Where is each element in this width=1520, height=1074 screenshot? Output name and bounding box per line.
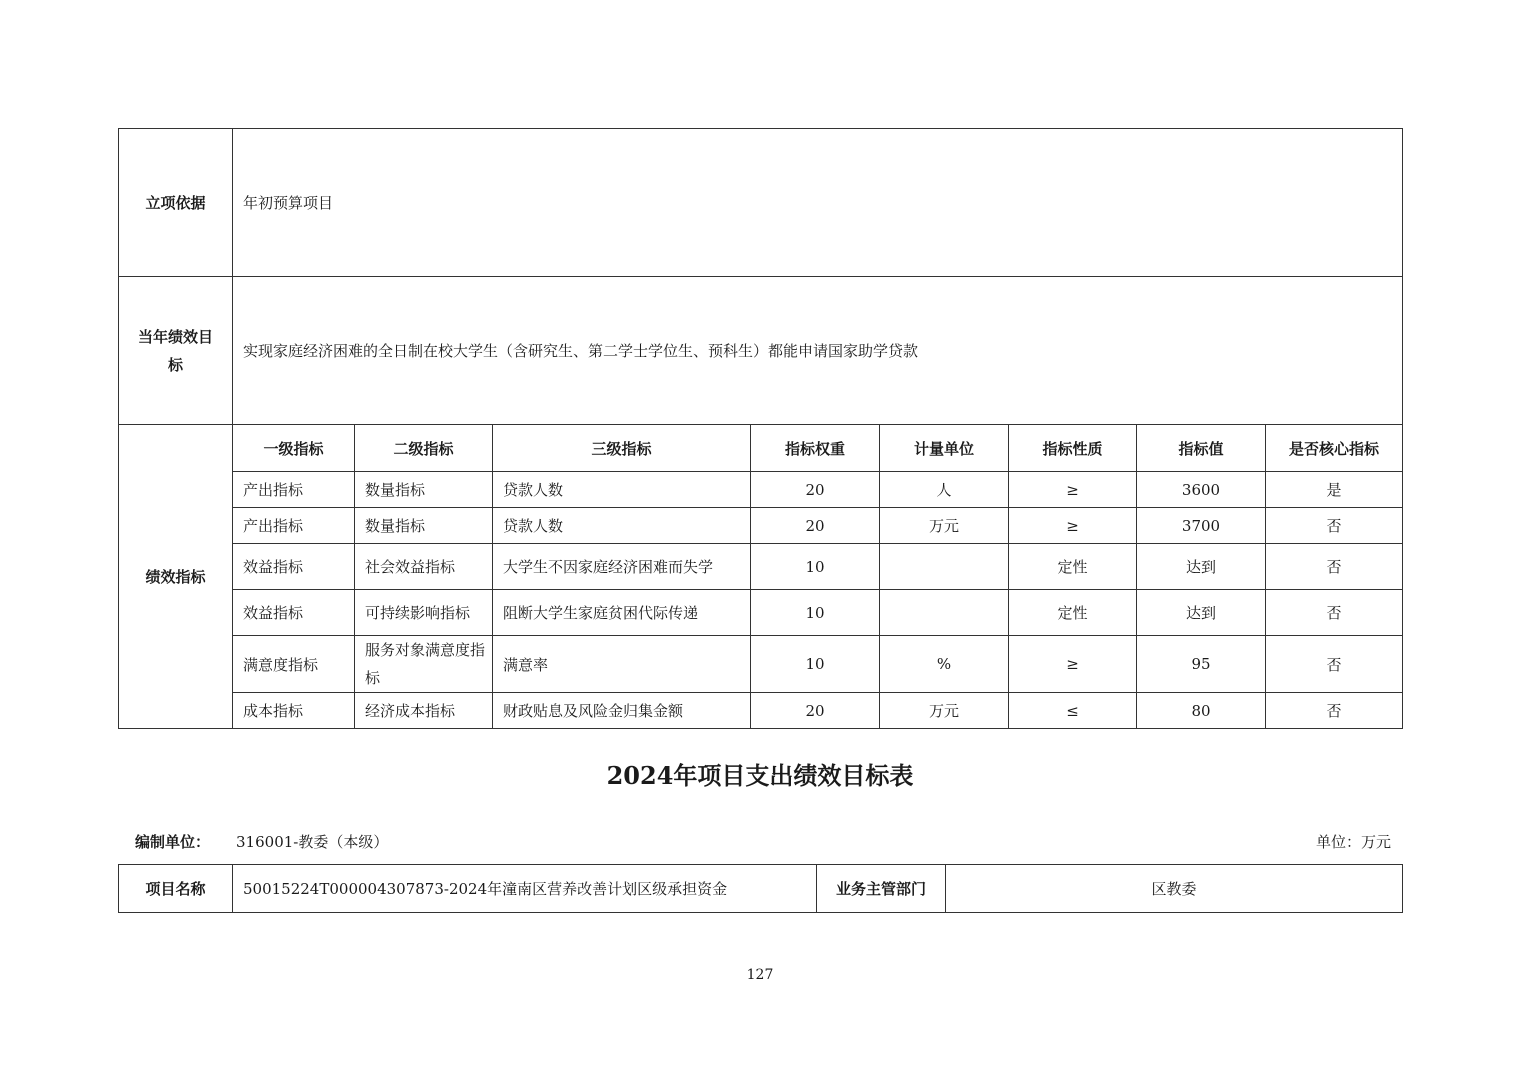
cell-unit [880, 544, 1009, 590]
cell-unit: % [880, 636, 1009, 693]
org-info [135, 831, 388, 852]
basis-label: 立项依据 [119, 129, 233, 277]
section-title: 2024年项目支出绩效目标表 [606, 761, 914, 790]
org-value: 316001-教委（本级） [236, 833, 389, 851]
cell-weight: 10 [751, 590, 880, 636]
unit-label: 单位： [1315, 833, 1361, 851]
unit-info [1316, 831, 1391, 852]
goal-value: 实现家庭经济困难的全日制在校大学生（含研究生、第二学士学位生、预科生）都能申请国家助学贷款 [233, 277, 1403, 425]
header-cell: 三级指标 [493, 425, 751, 472]
table-row [119, 636, 1403, 693]
cell-core: 否 [1266, 693, 1403, 729]
header-cell: 指标性质 [1009, 425, 1137, 472]
cell-level1: 成本指标 [233, 693, 355, 729]
cell-level3: 满意率 [493, 636, 751, 693]
header-cell: 二级指标 [355, 425, 493, 472]
cell-core: 否 [1266, 590, 1403, 636]
basis-row [119, 129, 1403, 277]
cell-nature: ≥ [1009, 472, 1137, 508]
cell-level2: 经济成本指标 [355, 693, 493, 729]
cell-unit [880, 590, 1009, 636]
table-row [119, 590, 1403, 636]
table-row [119, 472, 1403, 508]
cell-level2: 数量指标 [355, 472, 493, 508]
cell-weight: 10 [751, 636, 880, 693]
cell-level1: 产出指标 [233, 508, 355, 544]
cell-unit: 人 [880, 472, 1009, 508]
page-number: 127 [746, 967, 774, 983]
cell-level1: 效益指标 [233, 590, 355, 636]
cell-weight: 10 [751, 544, 880, 590]
cell-value: 95 [1137, 636, 1266, 693]
cell-unit: 万元 [880, 693, 1009, 729]
performance-target-table [118, 128, 1403, 729]
cell-weight: 20 [751, 472, 880, 508]
header-cell: 是否核心指标 [1266, 425, 1403, 472]
header-cell: 一级指标 [233, 425, 355, 472]
dept-label: 业务主管部门 [817, 865, 946, 913]
basis-value: 年初预算项目 [233, 129, 1403, 277]
cell-weight: 20 [751, 508, 880, 544]
cell-level2: 服务对象满意度指标 [355, 636, 493, 693]
cell-weight: 20 [751, 693, 880, 729]
cell-level3: 大学生不因家庭经济困难而失学 [493, 544, 751, 590]
project-name-value: 50015224T000004307873-2024年潼南区营养改善计划区级承担资金 [233, 865, 817, 913]
table-row [119, 544, 1403, 590]
cell-value: 3600 [1137, 472, 1266, 508]
cell-level2: 数量指标 [355, 508, 493, 544]
table-row [119, 508, 1403, 544]
cell-core: 是 [1266, 472, 1403, 508]
dept-value: 区教委 [946, 865, 1403, 913]
indicators-label: 绩效指标 [119, 425, 233, 729]
header-cell: 指标值 [1137, 425, 1266, 472]
cell-value: 3700 [1137, 508, 1266, 544]
table-row [119, 693, 1403, 729]
cell-level1: 产出指标 [233, 472, 355, 508]
cell-nature: ≥ [1009, 636, 1137, 693]
cell-level3: 贷款人数 [493, 508, 751, 544]
cell-nature: ≥ [1009, 508, 1137, 544]
header-cell: 指标权重 [751, 425, 880, 472]
cell-core: 否 [1266, 508, 1403, 544]
unit-value: 万元 [1360, 833, 1391, 851]
cell-level2: 社会效益指标 [355, 544, 493, 590]
cell-level1: 满意度指标 [233, 636, 355, 693]
cell-value: 达到 [1137, 590, 1266, 636]
cell-core: 否 [1266, 636, 1403, 693]
header-cell: 计量单位 [880, 425, 1009, 472]
project-row [119, 865, 1403, 913]
cell-nature: 定性 [1009, 544, 1137, 590]
project-info-table [118, 864, 1403, 913]
cell-nature: ≤ [1009, 693, 1137, 729]
cell-level3: 阻断大学生家庭贫困代际传递 [493, 590, 751, 636]
cell-core: 否 [1266, 544, 1403, 590]
goal-row [119, 277, 1403, 425]
goal-label-line1: 当年绩效目 [137, 327, 213, 346]
cell-level1: 效益指标 [233, 544, 355, 590]
cell-value: 达到 [1137, 544, 1266, 590]
indicator-header-row [119, 425, 1403, 472]
org-label: 编制单位： [135, 833, 211, 851]
goal-label [119, 277, 233, 425]
cell-value: 80 [1137, 693, 1266, 729]
cell-level3: 财政贴息及风险金归集金额 [493, 693, 751, 729]
cell-level2: 可持续影响指标 [355, 590, 493, 636]
goal-label-line2: 标 [167, 355, 183, 374]
project-name-label: 项目名称 [119, 865, 233, 913]
cell-nature: 定性 [1009, 590, 1137, 636]
cell-unit: 万元 [880, 508, 1009, 544]
cell-level3: 贷款人数 [493, 472, 751, 508]
